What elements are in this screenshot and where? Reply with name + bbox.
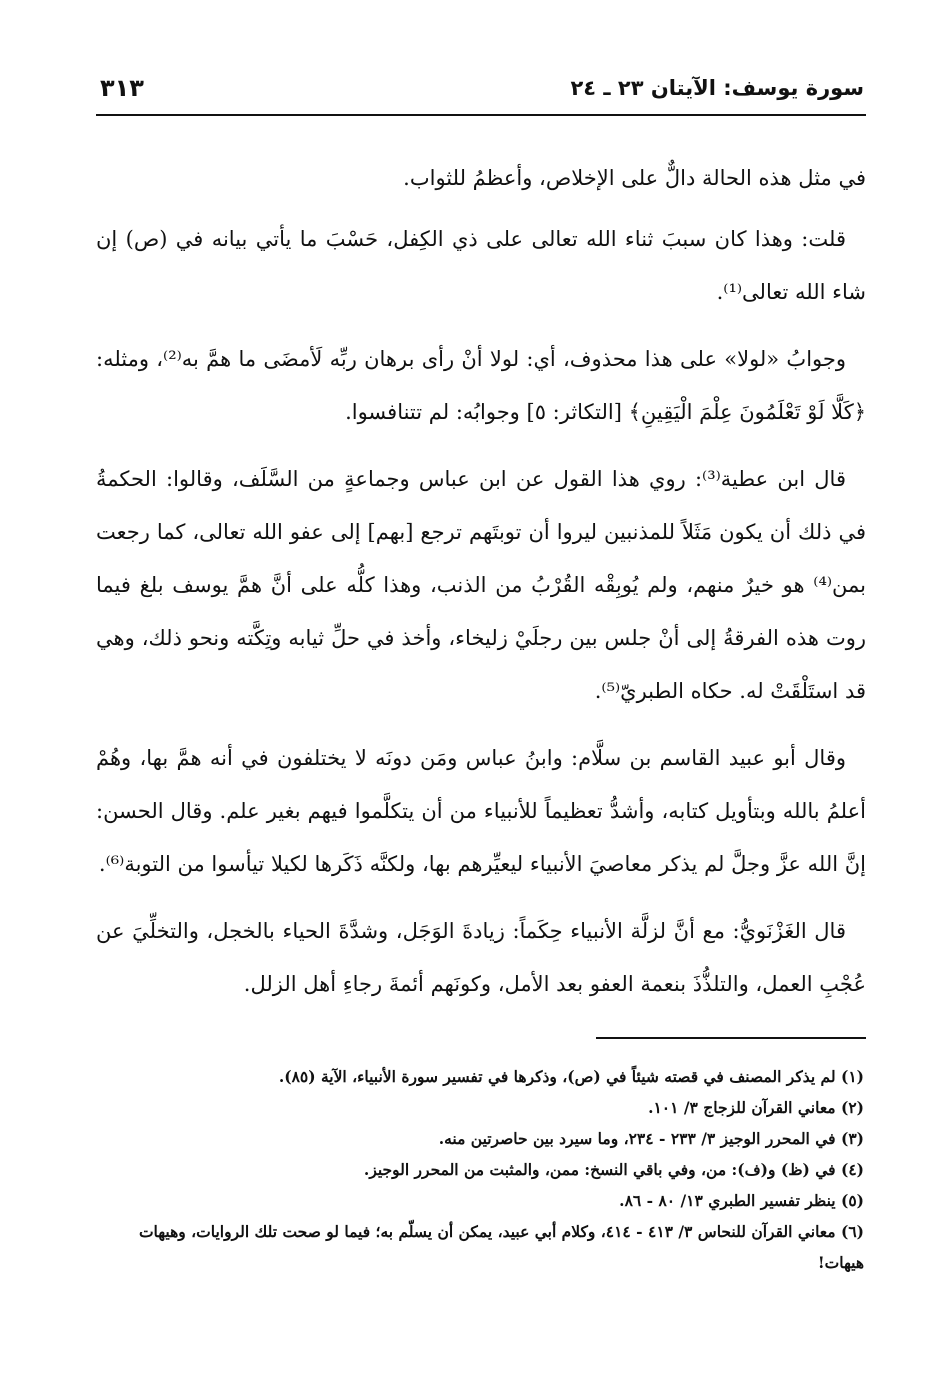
running-title: سورة يوسف: الآيتان ٢٣ ـ ٢٤ xyxy=(570,76,864,100)
page-header xyxy=(96,70,866,116)
footnote: (٤) في (ظ) و(ف): من، وفي باقي النسخ: ممن، والمثبت من المحرر الوجيز. xyxy=(363,1160,864,1179)
footnote: (١) لم يذكر المصنف في قصته شيئاً في (ص)، وذكرها في تفسير سورة الأنبياء، الآية (٨٥). xyxy=(278,1067,864,1086)
book-page xyxy=(96,70,866,1370)
footnotes xyxy=(96,1061,866,1278)
paragraph: قال الغَزْنَويُّ: مع أنَّ لزلَّة الأنبياء حِكَماً: زيادةَ الوَجَل، وشدَّةَ الحياء بالخجل، والتخلِّيَ عن عُجْبِ العمل، والتلذُّذَ بنعمة العفو بعد الأمل، وكونَهم أئمةَ رجاءِ أهل الزلل. xyxy=(96,919,866,996)
paragraph: قلت: وهذا كان سببَ ثناء الله تعالى على ذي الكِفل، حَسْبَ ما يأتي بيانه في (ص) إن شاء الله تعالى⁽¹⁾. xyxy=(96,227,866,304)
page-number: ٣١٣ xyxy=(100,74,144,102)
footnote: (٢) معاني القرآن للزجاج ٣/ ١٠١. xyxy=(648,1098,864,1117)
paragraph: وجوابُ «لولا» على هذا محذوف، أي: لولا أنْ رأى برهان ربِّه لَأمضَى ما همَّ به⁽²⁾، ومثله: ﴿كَلَّا لَوْ تَعْلَمُونَ عِلْمَ الْيَقِينِ﴾ [التكاثر: ٥] وجوابُه: لم تتنافسوا. xyxy=(96,347,866,424)
main-text xyxy=(96,152,866,1011)
footnote: (٦) معاني القرآن للنحاس ٣/ ٤١٣ - ٤١٤، وكلام أبي عبيد، يمكن أن يسلّم به؛ فيما لو صحت تلك الروايات، وهيهات هيهات! xyxy=(138,1222,864,1272)
footnote: (٥) ينظر تفسير الطبري ١٣/ ٨٠ - ٨٦. xyxy=(619,1191,864,1210)
footnote-divider xyxy=(596,1037,866,1039)
paragraph: وقال أبو عبيد القاسم بن سلَّام: وابنُ عباس ومَن دونَه لا يختلفون في أنه همَّ بها، وهُمْ أعلمُ بالله وبتأويل كتابه، وأشدُّ تعظيماً للأنبياء من أن يتكلَّموا فيهم بغير علم. وقال الحسن: إنَّ الله عزَّ وجلَّ لم يذكر معاصيَ الأنبياء ليعيِّرهم بها، ولكنَّه ذَكَرها لكيلا تيأسوا من التوبة⁽⁶⁾. xyxy=(96,746,866,876)
footnote: (٣) في المحرر الوجيز ٣/ ٢٣٣ - ٢٣٤، وما سيرد بين حاصرتين منه. xyxy=(438,1129,864,1148)
paragraph: قال ابن عطية⁽³⁾: روي هذا القول عن ابن عباس وجماعةٍ من السَّلَف، وقالوا: الحكمةُ في ذلك أن يكون مَثَلاً للمذنبين ليروا أن توبتَهم ترجع [بهم] إلى عفو الله تعالى، كما رجعت بمن⁽⁴⁾ هو خيرٌ منهم، ولم يُوبِقْه القُرْبُ من الذنب، وهذا كلُّه على أنَّ همَّ يوسف بلغ فيما روت هذه الفرقةُ إلى أنْ جلس بين رجلَيْ زليخاء، وأخذ في حلِّ ثيابه وتِكَّته ونحو ذلك، وهي قد استَلْقَتْ له. حكاه الطبريّ⁽⁵⁾. xyxy=(96,467,866,703)
paragraph: في مثل هذه الحالة دالٌّ على الإخلاص، وأعظمُ للثواب. xyxy=(403,166,866,190)
